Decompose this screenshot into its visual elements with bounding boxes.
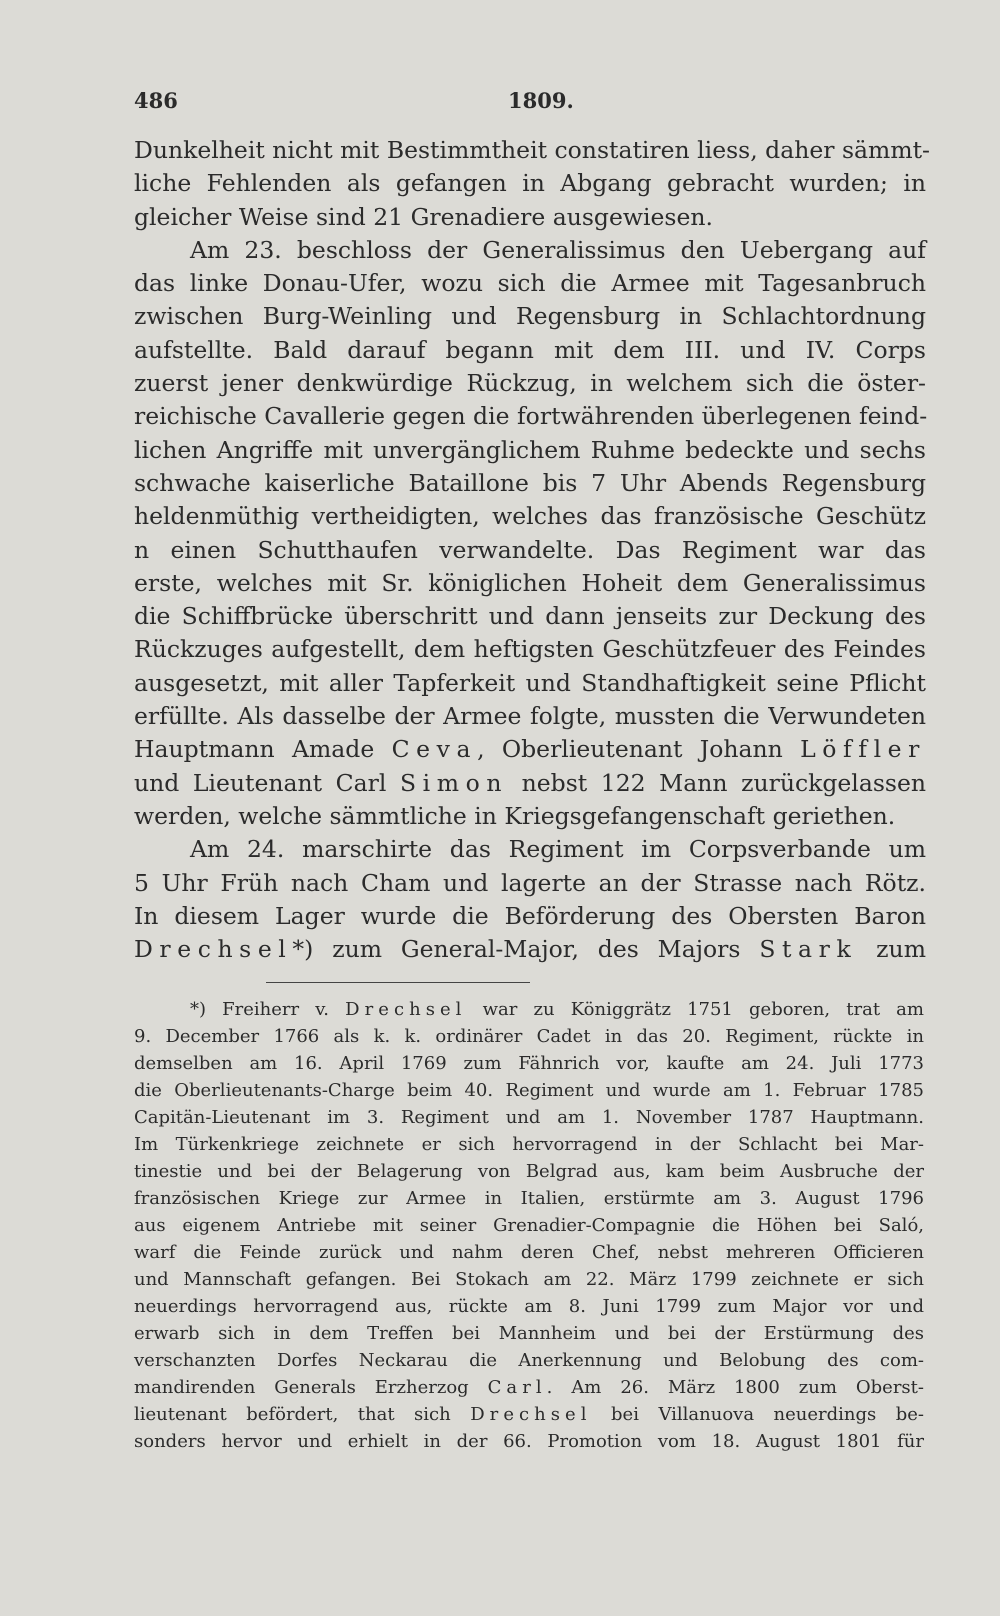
text-line: ausgesetzt, mit aller Tapferkeit und Standhaftigkeit seine Pflicht xyxy=(134,668,926,697)
running-head: 1809. xyxy=(508,88,574,113)
text-segment: zum xyxy=(876,935,926,964)
text-line: heldenmüthig vertheidigten, welches das französische Geschütz xyxy=(134,502,926,531)
text-segment: und Lieutenant Carl xyxy=(134,768,387,797)
page-number: 486 xyxy=(134,88,178,113)
text-line xyxy=(134,767,926,800)
text-line: Am 24. marschirte das Regiment im Corpsverbande um xyxy=(190,835,926,864)
text-line: erfüllte. Als dasselbe der Armee folgte, mussten die Verwundeten xyxy=(134,702,926,731)
text-line: gleicher Weise sind 21 Grenadiere ausgewiesen. xyxy=(134,202,713,231)
text-line: In diesem Lager wurde die Beförderung des Obersten Baron xyxy=(134,901,926,930)
footnote-line xyxy=(134,1401,924,1428)
person-name-carl: Carl xyxy=(487,1377,547,1398)
text-line: lichen Angriffe mit unvergänglichem Ruhme bedeckte und sechs xyxy=(134,435,926,464)
text-line: liche Fehlenden als gefangen in Abgang gebracht wurden; in xyxy=(134,169,926,198)
main-text xyxy=(134,134,930,966)
text-line: die Schiffbrücke überschritt und dann jenseits zur Deckung des xyxy=(134,602,926,631)
footnote-line: sonders hervor und erhielt in der 66. Promotion vom 18. August 1801 für xyxy=(134,1431,924,1452)
text-line: schwache kaiserliche Bataillone bis 7 Uhr Abends Regensburg xyxy=(134,468,926,497)
text-segment: *) Freiherr v. xyxy=(190,999,329,1020)
text-line: reichische Cavallerie gegen die fortwährenden überlegenen feind- xyxy=(134,402,928,431)
footnote-line: tinestie und bei der Belagerung von Belgrad aus, kam beim Ausbruche der xyxy=(134,1161,924,1182)
text-line: Am 23. beschloss der Generalissimus den Uebergang auf xyxy=(190,235,926,264)
footnote-line: und Mannschaft gefangen. Bei Stokach am 22. März 1799 zeichnete er sich xyxy=(134,1269,924,1290)
text-segment: bei Villanuova neuerdings be- xyxy=(611,1404,924,1425)
footnote-separator xyxy=(266,982,530,983)
text-segment: nebst 122 Mann zurückgelassen xyxy=(521,768,926,797)
text-line: das linke Donau-Ufer, wozu sich die Armee mit Tagesanbruch xyxy=(134,269,926,298)
text-line: n einen Schutthaufen verwandelte. Das Regiment war das xyxy=(134,535,926,564)
footnote-line: demselben am 16. April 1769 zum Fähnrich vor, kaufte am 24. Juli 1773 xyxy=(134,1053,924,1074)
footnote-line: Capitän-Lieutenant im 3. Regiment und am 1. November 1787 Hauptmann. xyxy=(134,1107,924,1128)
text-line: zwischen Burg-Weinling und Regensburg in Schlachtordnung xyxy=(134,302,926,331)
footnote-line: erwarb sich in dem Treffen bei Mannheim und bei der Erstürmung des xyxy=(134,1323,924,1344)
text-line xyxy=(134,933,926,966)
footnote-line xyxy=(134,996,924,1023)
person-name-ceva: Ceva xyxy=(391,735,478,764)
text-line xyxy=(134,733,926,766)
footnote-line: verschanzten Dorfes Neckarau die Anerkennung und Belobung des com- xyxy=(134,1350,924,1371)
person-name-stark: Stark xyxy=(759,935,858,964)
text-segment: . Am 26. März 1800 zum Oberst- xyxy=(546,1377,924,1398)
text-line: zuerst jener denkwürdige Rückzug, in welchem sich die öster- xyxy=(134,369,926,398)
footnote-line: 9. December 1766 als k. k. ordinärer Cadet in das 20. Regiment, rückte in xyxy=(134,1026,924,1047)
text-segment: mandirenden Generals Erzherzog xyxy=(134,1377,469,1398)
person-name-drechsel: Drechsel xyxy=(134,935,293,964)
text-line: Rückzuges aufgestellt, dem heftigsten Geschützfeuer des Feindes xyxy=(134,635,926,664)
text-line: werden, welche sämmtliche in Kriegsgefangenschaft geriethen. xyxy=(134,801,896,830)
footnote xyxy=(134,996,924,1455)
footnote-line: warf die Feinde zurück und nahm deren Chef, nebst mehreren Officieren xyxy=(134,1242,924,1263)
person-name-simon: Simon xyxy=(399,768,509,797)
footnote-line: französischen Kriege zur Armee in Italien, erstürmte am 3. August 1796 xyxy=(134,1188,924,1209)
footnote-line xyxy=(134,1374,924,1401)
text-segment: lieutenant befördert, that sich xyxy=(134,1404,451,1425)
text-line: Dunkelheit nicht mit Bestimmtheit constatiren liess, daher sämmt- xyxy=(134,136,930,164)
person-name-drechsel: Drechsel xyxy=(470,1404,592,1425)
text-line: erste, welches mit Sr. königlichen Hoheit dem Generalissimus xyxy=(134,568,926,597)
person-name-loeffler: Löffler xyxy=(800,735,926,764)
footnote-line: die Oberlieutenants-Charge beim 40. Regiment und wurde am 1. Februar 1785 xyxy=(134,1080,924,1101)
text-line: 5 Uhr Früh nach Cham und lagerte an der Strasse nach Rötz. xyxy=(134,868,926,897)
page-header xyxy=(134,88,922,118)
text-segment: war zu Königgrätz 1751 geboren, trat am xyxy=(482,999,924,1020)
footnote-line: aus eigenem Antriebe mit seiner Grenadier-Compagnie die Höhen bei Saló, xyxy=(134,1215,924,1236)
footnote-line: Im Türkenkriege zeichnete er sich hervorragend in der Schlacht bei Mar- xyxy=(134,1134,924,1155)
text-segment: Hauptmann Amade xyxy=(134,735,375,764)
footnote-line: neuerdings hervorragend aus, rückte am 8. Juni 1799 zum Major vor und xyxy=(134,1296,924,1317)
text-segment: , Oberlieutenant Johann xyxy=(477,735,783,764)
person-name-drechsel: Drechsel xyxy=(345,999,467,1020)
text-segment: *) zum General-Major, des Majors xyxy=(292,935,741,964)
text-line: aufstellte. Bald darauf begann mit dem III. und IV. Corps xyxy=(134,335,926,364)
